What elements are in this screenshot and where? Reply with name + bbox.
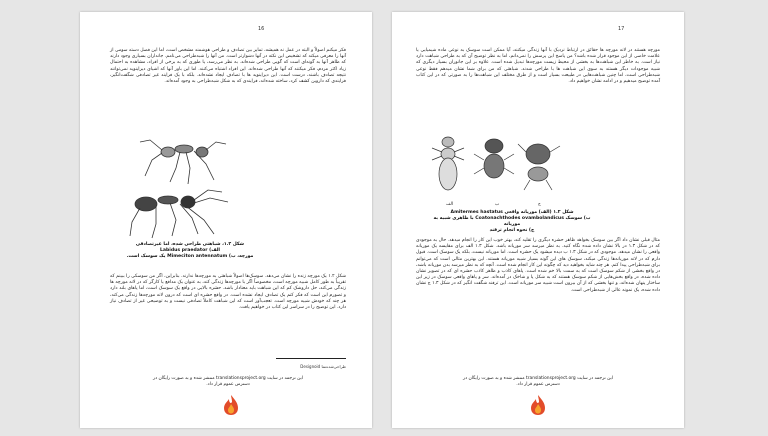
paragraph: مورچه هستند در لانه مورچه ها حقائق در ارتباط نزدیک با آنها زندگی میکنند، آیا ممکن است سوسک به نوعی ماده شیمیایی یا علامت خاصی از این موجود قرار شده باشد؟ من پاسخ این پرسش را نمی‌دانم، اما به نظر توضیح آن که به طراحی شباهت دارد نیاز است. به خاطر این شباهت‌ها به بخشی از محیط زیست مورچه‌ها تبدیل شده است. علاوه بر این جانوران بسیار دیگری که شبیه موجودات دیگر هستند به سوی این شباهت ها با طراحی شدند. شباهتی که من برای شما نشان میدهم فقط نوعی شبه‌طراحی است، اما چنین شباهت‌هایی در طبیعت بسیار است و از طرق مختلف این شباهت‌ها را به صورتی که در این کتاب آمده توضیح میدهیم و در ادامه نشان خواهیم داد. bbox=[416, 48, 660, 85]
caption-text: مورچه، ب) bbox=[227, 254, 254, 259]
footer-line: دسترس عموم قرار داد. bbox=[206, 382, 250, 387]
paragraph: شکل ۱.۲ یک مورچه زنده را نشان می‌دهد. سوسک‌ها اصولاً شباهتی به مورچه‌ها ندارند. بنابراین، اگر من سوسکی را ببینم که تقریباً به طور کامل شبیه مورچه است، مخصوصاً اگر با مورچه‌ها زندگی کند، به عنوان یک مدافع یا کارگر که در لانه مورچه ها زندگی می‌کند، حل دارو‌شک کم که این شباهت باید معنادار باشد. حشره بالایی در واقع یک سوسک است، اما پاهای بلند دارد و تصورم این است که فکر کنم یک تصادف ایجاد نشده است. در واقع حشره ای است که درون لانه مورچه‌ها زندگی می‌کند، هر چند که خودش شبیه مورچه است. تعجب‌آور است که این شباهت کاملاً تصادفی نیست و به توضیحی غیر از تصادف نیاز دارد. این توضیح را در سراسر این کتاب در خواهیم یافت. bbox=[110, 274, 346, 311]
caption-text: با ظاهری شبیه به موریانه bbox=[433, 216, 521, 227]
caption-line: شکل ۱.۲، شباهتی طراحی شده، اما غیرتصادفی bbox=[135, 242, 245, 247]
page-right bbox=[392, 12, 684, 428]
caption-line bbox=[432, 216, 592, 228]
termite-beetle-illustration bbox=[426, 124, 566, 206]
footer-line: این ترجمه در سایت translationsproject.org منتشر شده و به صورت رایگان در bbox=[463, 376, 613, 381]
footnote-rule bbox=[276, 358, 346, 359]
footer-credit bbox=[416, 376, 660, 388]
figure-label: ج bbox=[538, 202, 541, 207]
species-name: Amitermes hastatus bbox=[450, 210, 503, 215]
footnote: طراحی‌شده‌نما Designoid bbox=[300, 364, 346, 369]
caption-text: ب) سوسک bbox=[563, 216, 591, 221]
caption-text: الف) bbox=[207, 248, 221, 253]
flame-logo-icon bbox=[222, 394, 240, 416]
figure-caption bbox=[432, 210, 592, 234]
footer-line: این ترجمه در سایت translationsproject.org منتشر شده و به صورت رایگان در bbox=[153, 376, 303, 381]
page-number: 16 bbox=[258, 26, 265, 32]
figure-label: الف bbox=[446, 202, 454, 207]
caption-line: ج) نحوه انجام ترفند bbox=[489, 228, 535, 233]
footer-credit bbox=[110, 376, 346, 388]
species-name: Labidus praedator bbox=[159, 248, 208, 253]
footer-line: دسترس عموم قرار داد. bbox=[516, 382, 560, 387]
figure-label: ب bbox=[495, 202, 500, 207]
paragraph: فکر میکنم اصولاً و البته در عمل نه همیشه، تمایز بین تصادف و طراحی هوشمند مشخص است، اما این فصل دسته سومی از آنها را معرفی میکند که تشخیص این نکته در آنها دشوارتر است. من آنها را شبه‌طراحی می‌نامم. جانداران بسیاری وجود دارند که ظاهر آنها به گونه‌ای است که گویی طراحی شده‌اند. به نظر می‌رسد، یا طوری که به برخی از افراد، مشاهده به احتمال زیاد اکثر مردم، فکر میکنند که آنها طراحی شده‌اند. این افراد اشتباه می‌کنند. اما این باور آنها که اشیای دیزاینوید نمی‌توانند نتیجه تصادف باشند، درست است. این دیزاینوید ها با تصادف ایجاد نشده‌اند. بلکه با یک فرایند غیر تصادفی شگفت‌انگیز، فرایندی که داروین کشف کرد، ساخته شده‌اند، فرایندی که به شکل شبه‌طراحی به وجود آمده‌اند. bbox=[110, 48, 346, 85]
caption-text: یک سوسک است. bbox=[126, 254, 168, 259]
figure-caption bbox=[120, 242, 260, 260]
ant-illustration bbox=[110, 130, 260, 242]
page-number: 17 bbox=[618, 26, 625, 32]
caption-text: شکل ۱.۲ (الف) موریانه واقعی bbox=[502, 210, 574, 215]
species-name: Coatonachthodes ovambolandicus bbox=[475, 216, 564, 221]
caption-line bbox=[120, 254, 260, 260]
species-name: Mimeciton antennatum bbox=[167, 254, 228, 259]
paragraph: مثال قبلی نشان داد اگر بین سوسک بخواهد ظاهر حشره دیگری را تقلید کند، بهتر خوب این کار را انجام میدهد. حال به موجودی که در شکل ۱.۳ در بالا نشان داده شده نگاه کنید. به نظر میرسد سر موریانه باشد. شکل ۱.۳ الف برای مقایسه یک موریانه واقعی را نشان میدهد. موجودی که در شکل ۱.۳ ب دیده میشود یک حشره است. اما موریانه نیست، بلکه یک سوسک است. قبول دارم که در لانه موریانه‌ها زندگی میکند، سوسک های این گونه بسیار شبیه موریانه هستند. این بهترین مثالی است که می‌توانم برای شبه‌طراحی پیدا کنم. هر چند شاید بخواهید دید که چگونه این کار انجام شده است. آنچه که به نظر میرسد بدن موریانه باشد، در واقع بخشی از شکم سوسک است که به سمت بالا خم شده است. پاهای کاذب و ظاهر کاذب حشره ای که در تصویر نشان داده شده، در واقع بخش‌هایی از شکم سوسک هستند که به شکل پا و شاخک در آمده‌اند. سر و پاهای واقعی سوسک در زیر این ساختار پنهان شده‌اند، و تنها بخشی که از آن بیرون است شبیه سر موریانه است. این ترفند شگفت انگیز که در شکل ۱.۳ ج نشان داده شده، یک نمونه عالی از شبه‌طراحی است. bbox=[415, 238, 660, 293]
flame-logo-icon bbox=[529, 394, 547, 416]
page-left bbox=[80, 12, 372, 428]
